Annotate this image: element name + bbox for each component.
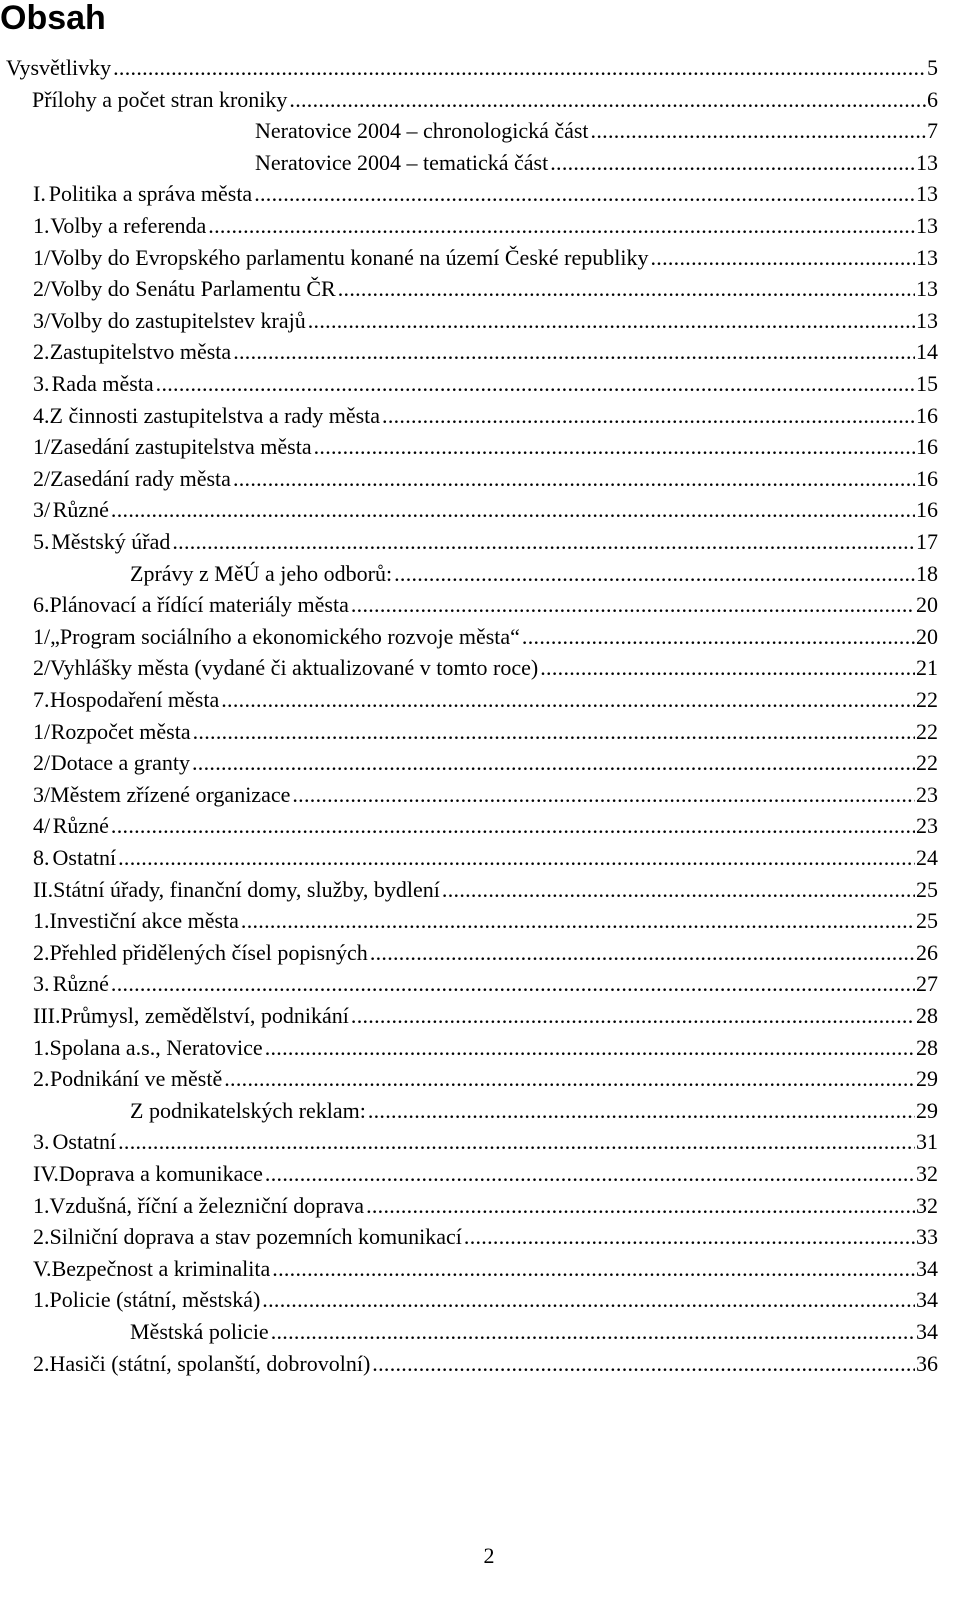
toc-entry-page: 13: [916, 150, 938, 175]
toc-entry[interactable]: [0, 178, 938, 210]
toc-entry-label: Spolana a.s., Neratovice: [49, 1035, 263, 1060]
dot-leader: [522, 621, 915, 653]
toc-entry[interactable]: [0, 937, 938, 969]
toc-entry-number: 2.: [33, 1066, 50, 1091]
toc-entry-page: 21: [916, 655, 938, 680]
toc-entry-page: 25: [916, 908, 938, 933]
toc-entry-page: 28: [916, 1035, 938, 1060]
dot-leader: [193, 716, 915, 748]
toc-entry-label: Volby do Evropského parlamentu konané na území České republiky: [50, 245, 649, 270]
toc-entry[interactable]: [0, 905, 938, 937]
toc-entry-page: 29: [916, 1066, 938, 1091]
toc-entry[interactable]: [0, 1126, 938, 1158]
toc-entry[interactable]: [0, 1095, 938, 1127]
toc-entry-label: Silniční doprava a stav pozemních komunikací: [49, 1224, 462, 1249]
toc-entry[interactable]: [0, 463, 938, 495]
toc-entry-number: 2.: [33, 1224, 50, 1249]
toc-entry-number: 4/: [33, 813, 51, 838]
toc-entry[interactable]: [0, 842, 938, 874]
toc-entry-page: 24: [916, 845, 938, 870]
toc-entry[interactable]: [0, 1284, 938, 1316]
toc-entry-number: 3/: [33, 308, 51, 333]
toc-entry-page: 13: [916, 276, 938, 301]
toc-entry[interactable]: [0, 1253, 938, 1285]
toc-entry-label: Zasedání zastupitelstva města: [50, 434, 312, 459]
dot-leader: [351, 1000, 915, 1032]
toc-entry[interactable]: [0, 494, 938, 526]
toc-entry[interactable]: [0, 147, 938, 179]
dot-leader: [370, 937, 915, 969]
toc-entry[interactable]: [0, 400, 938, 432]
toc-entry-number: 1.: [33, 213, 50, 238]
toc-entry-number: 1.: [33, 1193, 50, 1218]
toc-entry-label: Z podnikatelských reklam:: [130, 1098, 366, 1123]
toc-entry-page: 25: [916, 877, 938, 902]
toc-entry-label: Ostatní: [52, 1129, 117, 1154]
toc-entry-number: 2.: [33, 1351, 50, 1376]
toc-entry-page: 13: [916, 245, 938, 270]
toc-entry-label: Rada města: [51, 371, 154, 396]
dot-leader: [111, 968, 915, 1000]
toc-entry-page: 34: [916, 1319, 938, 1344]
toc-entry-page: 23: [916, 782, 938, 807]
toc-entry-page: 23: [916, 813, 938, 838]
dot-leader: [271, 1316, 915, 1348]
dot-leader: [241, 905, 915, 937]
toc-entry-label: Neratovice 2004 – tematická část: [255, 150, 549, 175]
toc-entry-label: Volby do zastupitelstev krajů: [50, 308, 306, 333]
toc-entry-page: 31: [916, 1129, 938, 1154]
toc-entry-number: 3/: [33, 782, 51, 807]
toc-entry-number: 2/: [33, 750, 51, 775]
dot-leader: [394, 558, 915, 590]
toc-entry[interactable]: [0, 716, 938, 748]
toc-entry-number: 3/: [33, 497, 51, 522]
toc-entry-label: Státní úřady, finanční domy, služby, bydlení: [53, 877, 440, 902]
toc-entry-page: 28: [916, 1003, 938, 1028]
toc-entry-number: 3.: [33, 971, 50, 996]
dot-leader: [254, 178, 915, 210]
toc-entry-label: Hospodaření města: [50, 687, 220, 712]
toc-entry-page: 34: [916, 1256, 938, 1281]
toc-entry-number: 1.: [33, 1035, 50, 1060]
toc-entry[interactable]: [0, 1316, 938, 1348]
toc-entry[interactable]: [0, 747, 938, 779]
toc-entry[interactable]: [0, 558, 938, 590]
dot-leader: [289, 84, 926, 116]
toc-entry[interactable]: [0, 1158, 938, 1190]
toc-entry-number: 1/: [33, 434, 51, 459]
toc-entry[interactable]: [0, 1190, 938, 1222]
dot-leader: [292, 779, 915, 811]
toc-entry[interactable]: [0, 968, 938, 1000]
toc-entry[interactable]: [0, 526, 938, 558]
toc-entry-page: 33: [916, 1224, 938, 1249]
dot-leader: [172, 526, 915, 558]
toc-entry-page: 20: [916, 624, 938, 649]
toc-entry-label: Podnikání ve městě: [49, 1066, 223, 1091]
toc-entry-number: 2/: [33, 276, 51, 301]
toc-entry-number: 2/: [33, 655, 51, 680]
dot-leader: [540, 652, 915, 684]
dot-leader: [314, 431, 915, 463]
toc-entry-page: 22: [916, 719, 938, 744]
toc-entry-page: 16: [916, 403, 938, 428]
toc-entry-label: Vysvětlivky: [6, 55, 112, 80]
toc-entry-page: 22: [916, 687, 938, 712]
dot-leader: [351, 589, 915, 621]
dot-leader: [111, 810, 915, 842]
dot-leader: [591, 115, 926, 147]
toc-entry-label: Neratovice 2004 – chronologická část: [255, 118, 589, 143]
dot-leader: [118, 1126, 915, 1158]
dot-leader: [464, 1221, 915, 1253]
toc-entry-label: Vzdušná, říční a železniční doprava: [49, 1193, 365, 1218]
toc-entry[interactable]: [0, 242, 938, 274]
toc-entry[interactable]: [0, 1032, 938, 1064]
toc-entry-number: 1/: [33, 245, 51, 270]
toc-entry-number: V.: [33, 1256, 52, 1281]
toc-entry-number: 1.: [33, 908, 50, 933]
toc-entry-page: 20: [916, 592, 938, 617]
dot-leader: [650, 242, 915, 274]
toc-entry[interactable]: [0, 874, 938, 906]
toc-entry-label: Zasedání rady města: [50, 466, 231, 491]
toc-entry-number: 5.: [33, 529, 50, 554]
toc-entry-label: Vyhlášky města (vydané či aktualizované v tomto roce): [50, 655, 539, 680]
toc-entry-page: 6: [927, 87, 938, 112]
toc-entry-page: 26: [916, 940, 938, 965]
toc-entry-number: 4.: [33, 403, 50, 428]
dot-leader: [272, 1253, 915, 1285]
toc-entry-number: III.: [33, 1003, 61, 1028]
toc-entry[interactable]: [0, 52, 938, 84]
toc-entry-page: 22: [916, 750, 938, 775]
toc-entry-label: Různé: [52, 813, 109, 838]
toc-entry-label: Plánovací a řídící materiály města: [49, 592, 349, 617]
page-number: 2: [483, 1543, 495, 1568]
toc-entry-page: 15: [916, 371, 938, 396]
toc-entry[interactable]: [0, 684, 938, 716]
toc-entry-label: Doprava a komunikace: [58, 1161, 263, 1186]
toc-entry-number: 1/: [33, 719, 51, 744]
dot-leader: [233, 336, 915, 368]
toc-entry-label: „Program sociálního a ekonomického rozvoje města“: [50, 624, 520, 649]
dot-leader: [224, 1063, 915, 1095]
toc-entry[interactable]: [0, 273, 938, 305]
toc-entry-page: 13: [916, 308, 938, 333]
dot-leader: [368, 1095, 915, 1127]
dot-leader: [308, 305, 915, 337]
toc-entry-label: Investiční akce města: [49, 908, 239, 933]
toc-entry-number: 2.: [33, 940, 50, 965]
toc-entry[interactable]: [0, 779, 938, 811]
toc-entry[interactable]: [0, 431, 938, 463]
page-title: Obsah: [0, 0, 106, 37]
toc-entry-page: 7: [927, 118, 938, 143]
toc-entry-label: Zastupitelstvo města: [49, 339, 232, 364]
toc-entry-page: 13: [916, 213, 938, 238]
toc-entry[interactable]: [0, 621, 938, 653]
dot-leader: [118, 842, 915, 874]
dot-leader: [156, 368, 915, 400]
toc-entry-page: 14: [916, 339, 938, 364]
toc-entry-label: Politika a správa města: [48, 181, 253, 206]
dot-leader: [262, 1284, 915, 1316]
toc-entry-label: Hasiči (státní, spolanští, dobrovolní): [49, 1351, 371, 1376]
dot-leader: [372, 1348, 915, 1380]
toc-entry-page: 5: [927, 55, 938, 80]
toc-entry-label: Přehled přidělených čísel popisných: [49, 940, 368, 965]
dot-leader: [233, 463, 915, 495]
toc-entry-label: Z činnosti zastupitelstva a rady města: [49, 403, 381, 428]
dot-leader: [338, 273, 915, 305]
toc-entry[interactable]: [0, 589, 938, 621]
toc-entry[interactable]: [0, 1221, 938, 1253]
toc-entry-label: Policie (státní, městská): [49, 1287, 261, 1312]
toc-entry-page: 32: [916, 1193, 938, 1218]
toc-entry-label: Dotace a granty: [50, 750, 190, 775]
toc-entry-page: 29: [916, 1098, 938, 1123]
toc-entry-page: 27: [916, 971, 938, 996]
toc-entry-label: Různé: [52, 497, 109, 522]
toc-entry-page: 36: [916, 1351, 938, 1376]
toc-entry-page: 32: [916, 1161, 938, 1186]
toc-entry[interactable]: [0, 652, 938, 684]
toc-entry[interactable]: [0, 368, 938, 400]
dot-leader: [208, 210, 915, 242]
toc-entry-page: 16: [916, 497, 938, 522]
dot-leader: [111, 494, 915, 526]
toc-entry[interactable]: [0, 1348, 938, 1380]
toc-entry-page: 13: [916, 181, 938, 206]
toc-entry[interactable]: [0, 210, 938, 242]
toc-entry-number: 2.: [33, 339, 50, 364]
toc-entry[interactable]: [0, 84, 938, 116]
toc-entry-page: 16: [916, 434, 938, 459]
toc-entry[interactable]: [0, 1063, 938, 1095]
toc-entry-page: 34: [916, 1287, 938, 1312]
toc-entry-label: Různé: [52, 971, 109, 996]
dot-leader: [265, 1158, 915, 1190]
toc-entry-number: 7.: [33, 687, 50, 712]
toc-entry-number: 8.: [33, 845, 50, 870]
dot-leader: [192, 747, 915, 779]
toc-entry-label: Průmysl, zemědělství, podnikání: [60, 1003, 349, 1028]
dot-leader: [382, 400, 915, 432]
toc-entry-label: Zprávy z MěÚ a jeho odborů:: [130, 561, 393, 586]
toc-entry-label: Volby do Senátu Parlamentu ČR: [50, 276, 336, 301]
dot-leader: [113, 52, 926, 84]
toc-entry[interactable]: [0, 336, 938, 368]
toc-entry-page: 18: [916, 561, 938, 586]
dot-leader: [366, 1190, 915, 1222]
toc-entry-number: 6.: [33, 592, 50, 617]
toc-entry-label: Volby a referenda: [50, 213, 207, 238]
dot-leader: [550, 147, 915, 179]
dot-leader: [265, 1032, 915, 1064]
toc-entry[interactable]: [0, 115, 938, 147]
toc-entry-label: Přílohy a počet stran kroniky: [32, 87, 288, 112]
toc-entry-number: 1.: [33, 1287, 50, 1312]
toc-entry-page: 17: [916, 529, 938, 554]
toc-entry-number: 3.: [33, 1129, 50, 1154]
toc-entry-label: Městská policie: [130, 1319, 269, 1344]
toc-entry-number: 2/: [33, 466, 51, 491]
toc-entry-number: 3.: [33, 371, 50, 396]
toc-entry[interactable]: [0, 305, 938, 337]
toc-entry-label: Ostatní: [52, 845, 117, 870]
toc-entry-label: Bezpečnost a kriminalita: [51, 1256, 271, 1281]
toc-entry-page: 16: [916, 466, 938, 491]
toc-entry-label: Městský úřad: [51, 529, 171, 554]
toc-entry-label: Rozpočet města: [50, 719, 191, 744]
toc-entry[interactable]: [0, 1000, 938, 1032]
toc-entry-number: II.: [33, 877, 54, 902]
toc-entry-number: 1/: [33, 624, 51, 649]
dot-leader: [442, 874, 915, 906]
toc-entry[interactable]: [0, 810, 938, 842]
toc-entry-label: Městem zřízené organizace: [50, 782, 291, 807]
dot-leader: [221, 684, 915, 716]
toc-entry-number: I.: [33, 181, 46, 206]
toc-entry-number: IV.: [33, 1161, 59, 1186]
